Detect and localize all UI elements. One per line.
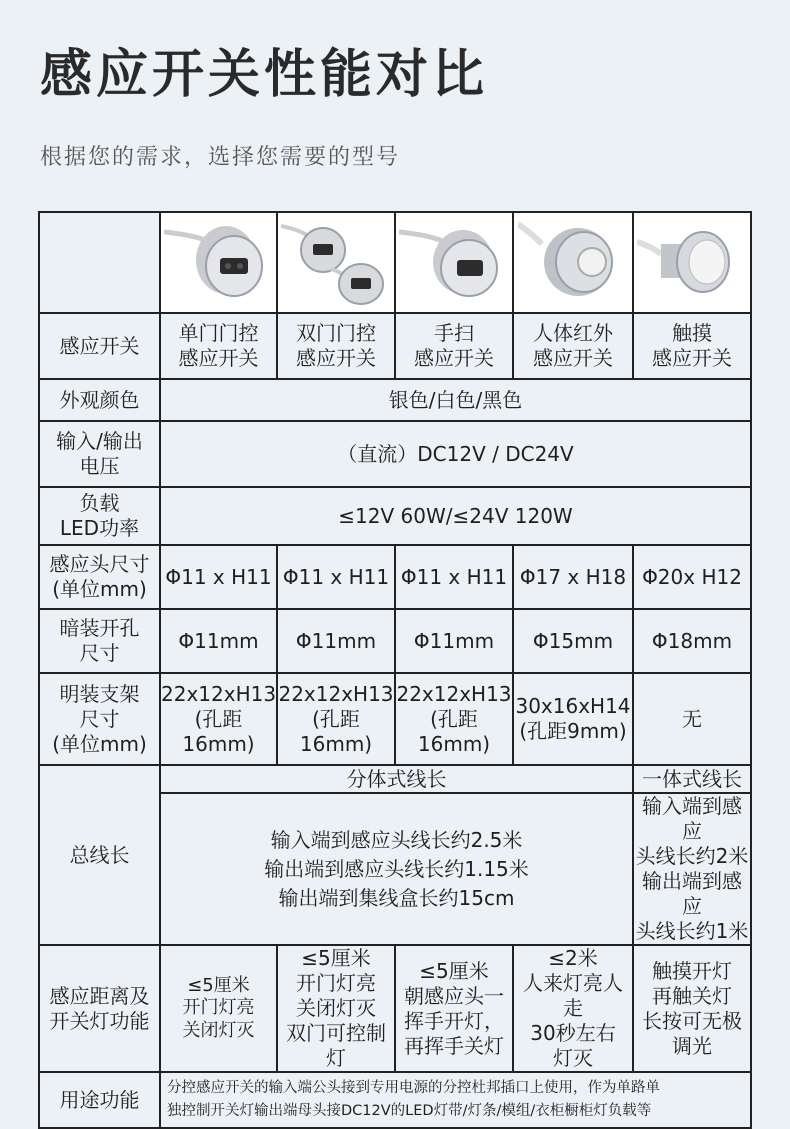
usage-row	[39, 1072, 751, 1128]
page-title: 感应开关性能对比	[40, 45, 489, 105]
row-label-load: 负载 LED功率	[39, 487, 160, 545]
switch-type-row	[39, 313, 751, 379]
row-label-hole: 暗装开孔 尺寸	[39, 609, 160, 673]
row-label-distance: 感应距离及 开关灯功能	[39, 945, 160, 1072]
hole-cell: Φ11mm	[395, 609, 513, 673]
voltage-value: （直流）DC12V / DC24V	[160, 421, 751, 487]
product-image-double-door	[277, 212, 395, 313]
product-image-single-door	[160, 212, 277, 313]
split-cable-detail: 输入端到感应头线长约2.5米 输出端到感应头线长约1.15米 输出端到集线盒长约15cm	[160, 793, 633, 945]
split-cable-header: 分体式线长	[160, 765, 633, 793]
load-row	[39, 487, 751, 545]
switch-type-cell: 单门门控 感应开关	[160, 313, 277, 379]
distance-cell: ≤2米 人来灯亮人走 30秒左右 灯灭	[513, 945, 633, 1072]
bracket-cell: 30x16xH14 (孔距9mm)	[513, 673, 633, 765]
comparison-table	[38, 211, 752, 1129]
size-cell: Φ11 x H11	[160, 545, 277, 609]
switch-type-cell: 触摸 感应开关	[633, 313, 751, 379]
product-image-hand-sweep	[395, 212, 513, 313]
row-label-switch: 感应开关	[39, 313, 160, 379]
distance-cell: 触摸开灯 再触关灯 长按可无极 调光	[633, 945, 751, 1072]
size-cell: Φ11 x H11	[395, 545, 513, 609]
hole-cell: Φ11mm	[277, 609, 395, 673]
row-label-size: 感应头尺寸 (单位mm)	[39, 545, 160, 609]
switch-type-cell: 人体红外 感应开关	[513, 313, 633, 379]
product-image-touch	[633, 212, 751, 313]
hole-cell: Φ18mm	[633, 609, 751, 673]
empty-corner-cell	[39, 212, 160, 313]
color-value: 银色/白色/黑色	[160, 379, 751, 421]
bracket-cell: 无	[633, 673, 751, 765]
hole-cell: Φ11mm	[160, 609, 277, 673]
switch-type-cell: 双门门控 感应开关	[277, 313, 395, 379]
distance-cell: ≤5厘米 朝感应头一 挥手开灯， 再挥手关灯	[395, 945, 513, 1072]
row-label-usage: 用途功能	[39, 1072, 160, 1128]
row-label-bracket: 明装支架 尺寸 (单位mm)	[39, 673, 160, 765]
distance-cell: ≤5厘米 开门灯亮 关闭灯灭	[160, 945, 277, 1072]
switch-type-cell: 手扫 感应开关	[395, 313, 513, 379]
integrated-cable-header: 一体式线长	[633, 765, 751, 793]
image-row	[39, 212, 751, 313]
color-row	[39, 379, 751, 421]
product-image-pir	[513, 212, 633, 313]
cable-header-row	[39, 765, 751, 793]
hole-cell: Φ15mm	[513, 609, 633, 673]
size-row	[39, 545, 751, 609]
size-cell: Φ17 x H18	[513, 545, 633, 609]
page-subtitle: 根据您的需求，选择您需要的型号	[40, 145, 401, 170]
row-label-color: 外观颜色	[39, 379, 160, 421]
voltage-row	[39, 421, 751, 487]
row-label-cable: 总线长	[39, 765, 160, 945]
size-cell: Φ11 x H11	[277, 545, 395, 609]
bracket-cell: 22x12xH13 (孔距16mm)	[277, 673, 395, 765]
integrated-cable-detail: 输入端到感应 头线长约2米 输出端到感应 头线长约1米	[633, 793, 751, 945]
usage-value: 分控感应开关的输入端公头接到专用电源的分控杜邦插口上使用，作为单路单 独控制开关灯输出端母头接DC12V的LED灯带/灯条/模组/衣柜橱柜灯负载等	[160, 1072, 751, 1128]
distance-cell: ≤5厘米 开门灯亮 关闭灯灭 双门可控制灯	[277, 945, 395, 1072]
bracket-cell: 22x12xH13 (孔距16mm)	[160, 673, 277, 765]
size-cell: Φ20x H12	[633, 545, 751, 609]
bracket-row	[39, 673, 751, 765]
row-label-voltage: 输入/输出 电压	[39, 421, 160, 487]
hole-row	[39, 609, 751, 673]
distance-row	[39, 945, 751, 1072]
bracket-cell: 22x12xH13 (孔距16mm)	[395, 673, 513, 765]
load-value: ≤12V 60W/≤24V 120W	[160, 487, 751, 545]
